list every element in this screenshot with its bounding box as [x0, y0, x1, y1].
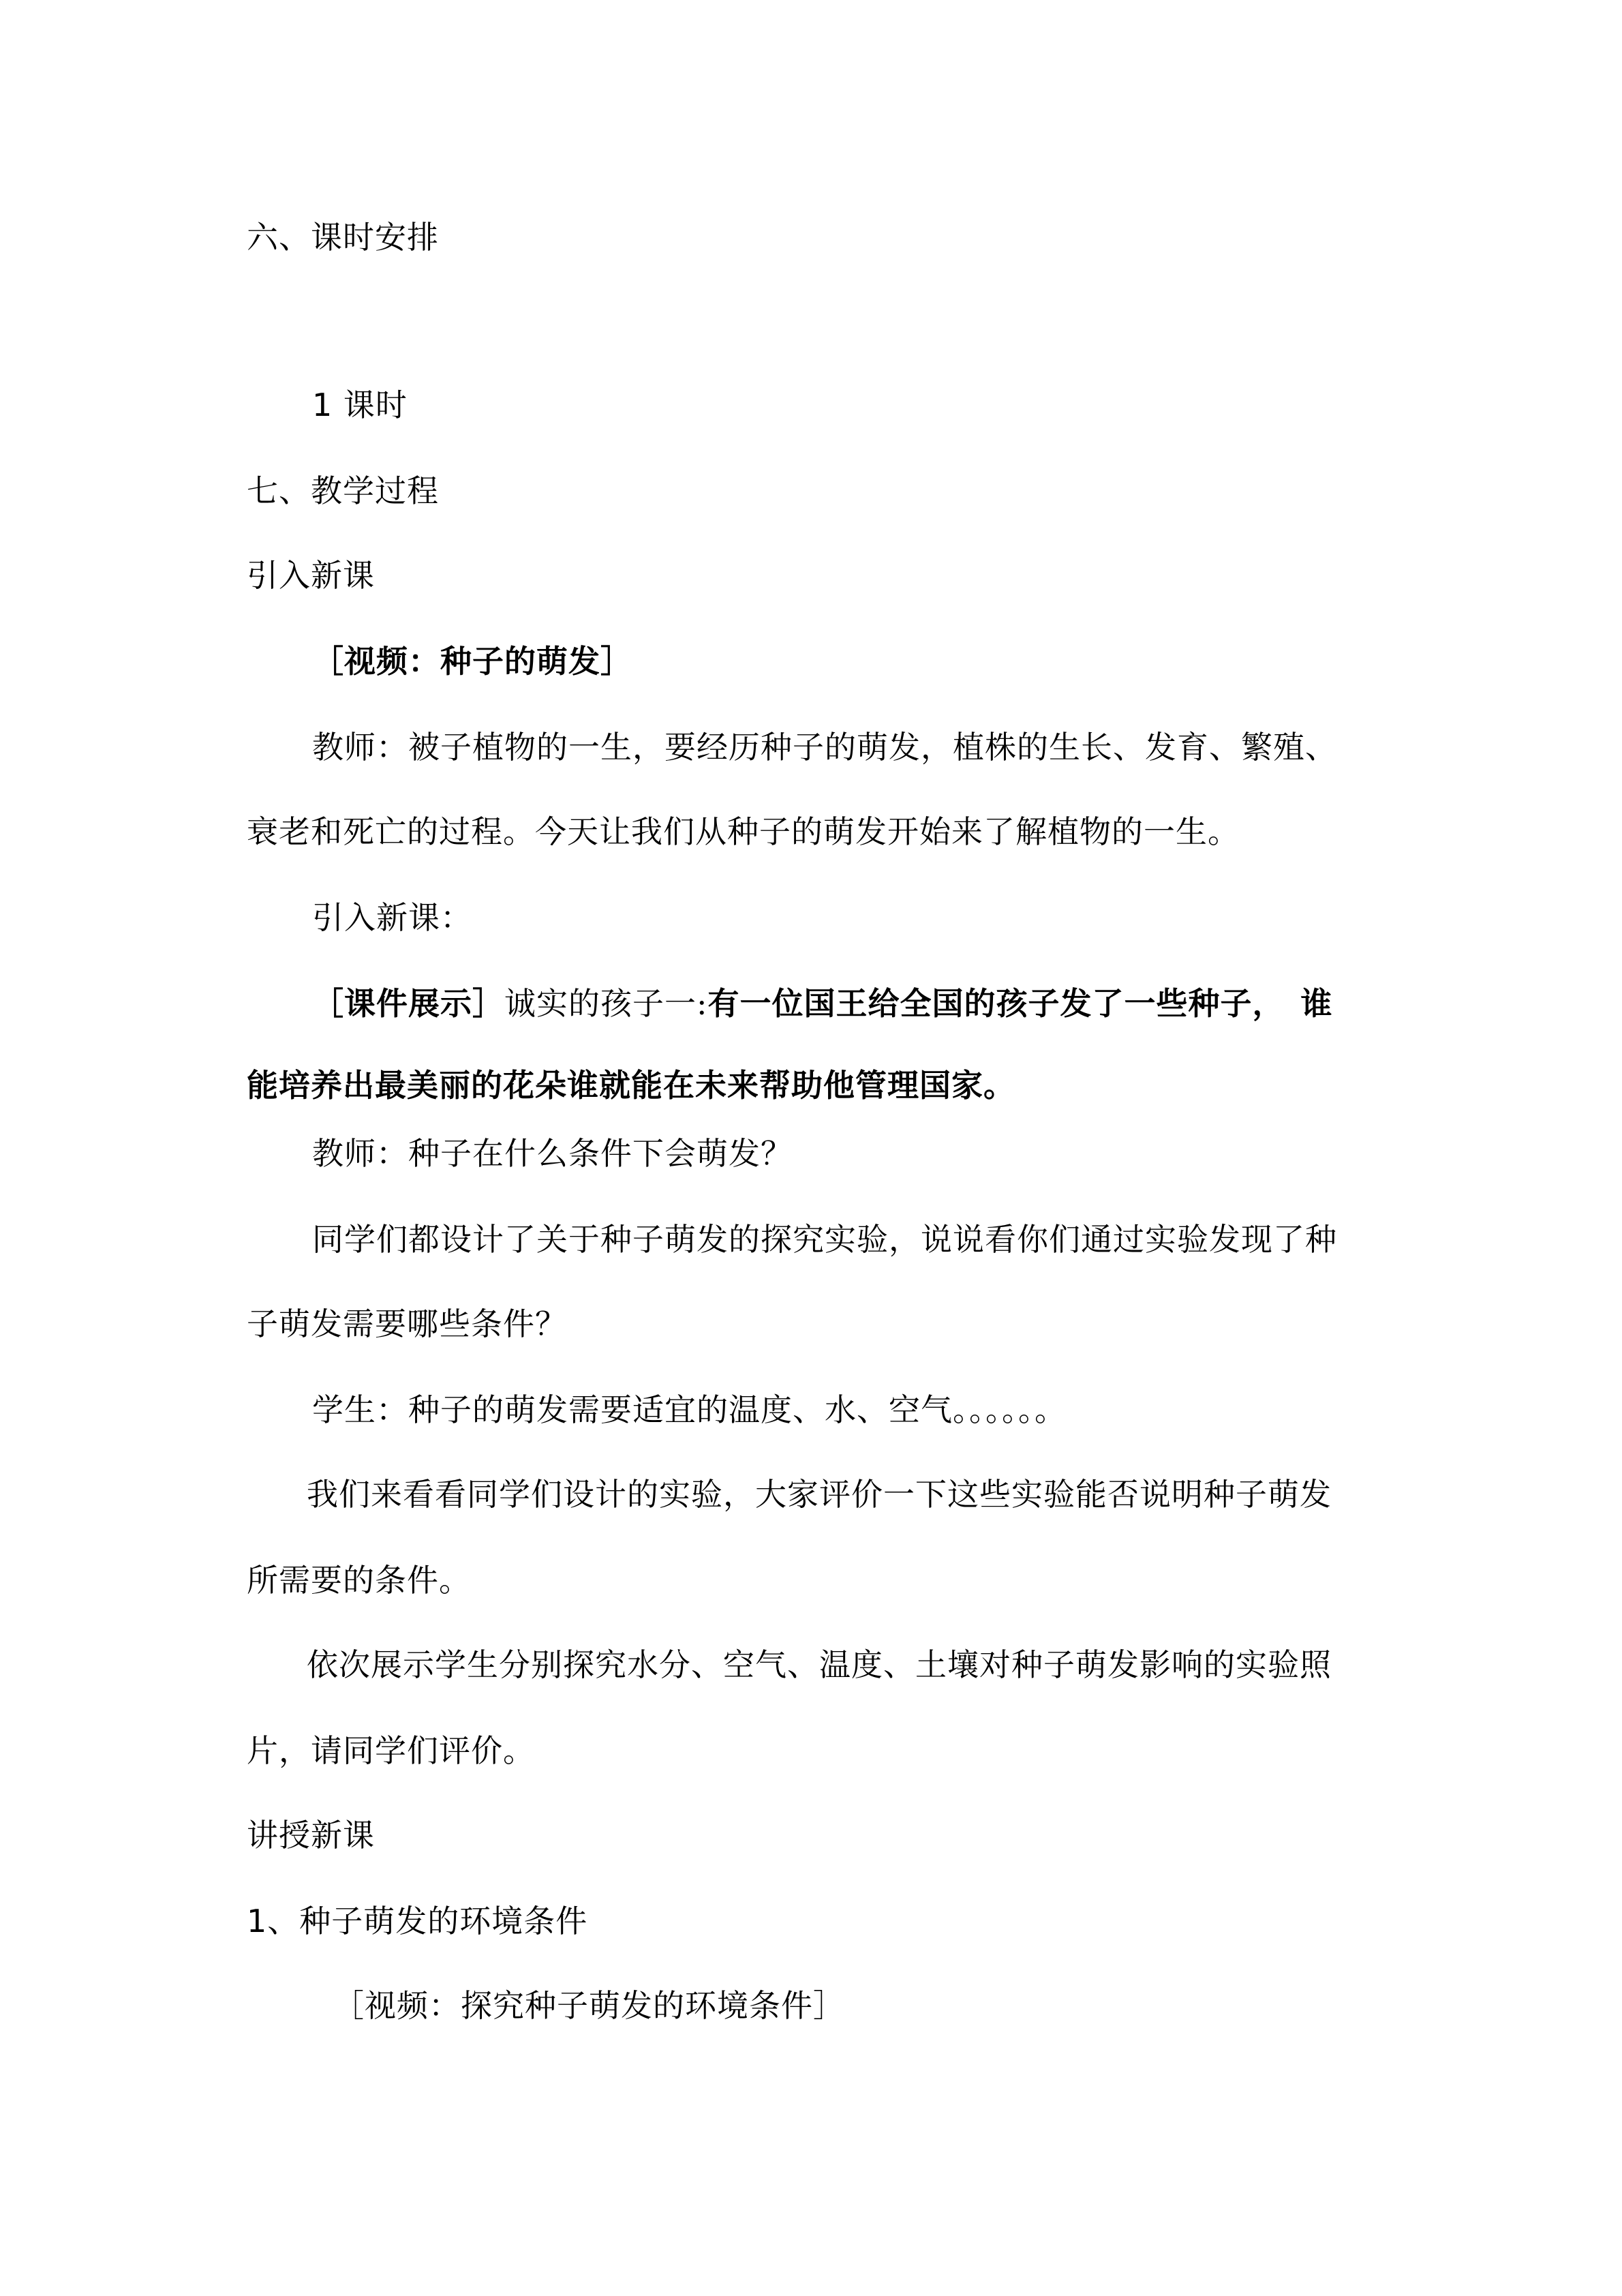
story-title: 诚实的孩子一: [504, 985, 708, 1022]
photos-paragraph-line-2: 片，请同学们评价。 [247, 1732, 535, 1769]
lecture-heading: 讲授新课 [247, 1817, 375, 1854]
teacher-paragraph-1-line-1: 教师：被子植物的一生，要经历种子的萌发，植株的生长、发育、繁殖、 [312, 729, 1337, 766]
intro-label: 引入新课： [312, 899, 472, 936]
student-answer: 学生：种子的萌发需要适宜的温度、水、空气。。。。。。 [312, 1391, 1067, 1428]
video-label-1: ［视频：种子的萌发］ [312, 643, 632, 680]
story-text-line-1: 有一位国王给全国的孩子发了一些种子， 谁 [707, 985, 1333, 1022]
section-6-heading: 六、课时安排 [247, 219, 439, 256]
video-label-2: ［视频：探究种子萌发的环境条件］ [333, 1987, 845, 2024]
question-paragraph-line-2: 子萌发需要哪些条件？ [247, 1305, 567, 1342]
courseware-paragraph-line-1 [312, 983, 1333, 1024]
review-paragraph-line-2: 所需要的条件。 [247, 1562, 471, 1599]
question-paragraph-line-1: 同学们都设计了关于种子萌发的探究实验，说说看你们通过实验发现了种 [312, 1221, 1337, 1258]
review-paragraph-line-1: 我们来看看同学们设计的实验，大家评价一下这些实验能否说明种子萌发 [307, 1476, 1332, 1513]
courseware-label: ［课件展示］ [312, 985, 504, 1022]
section-6-content: 1 课时 [312, 387, 408, 423]
teacher-question: 教师：种子在什么条件下会萌发？ [312, 1135, 793, 1172]
photos-paragraph-line-1: 依次展示学生分别探究水分、空气、温度、土壤对种子萌发影响的实验照 [307, 1646, 1332, 1683]
story-text-line-2: 能培养出最美丽的花朵谁就能在未来帮助他管理国家。 [247, 1067, 1015, 1104]
teacher-paragraph-1-line-2: 衰老和死亡的过程。今天让我们从种子的萌发开始来了解植物的一生。 [247, 813, 1240, 850]
section-7-heading: 七、教学过程 [247, 472, 439, 509]
subsection-1-heading: 1、种子萌发的环境条件 [247, 1903, 588, 1939]
intro-heading: 引入新课 [247, 557, 375, 594]
